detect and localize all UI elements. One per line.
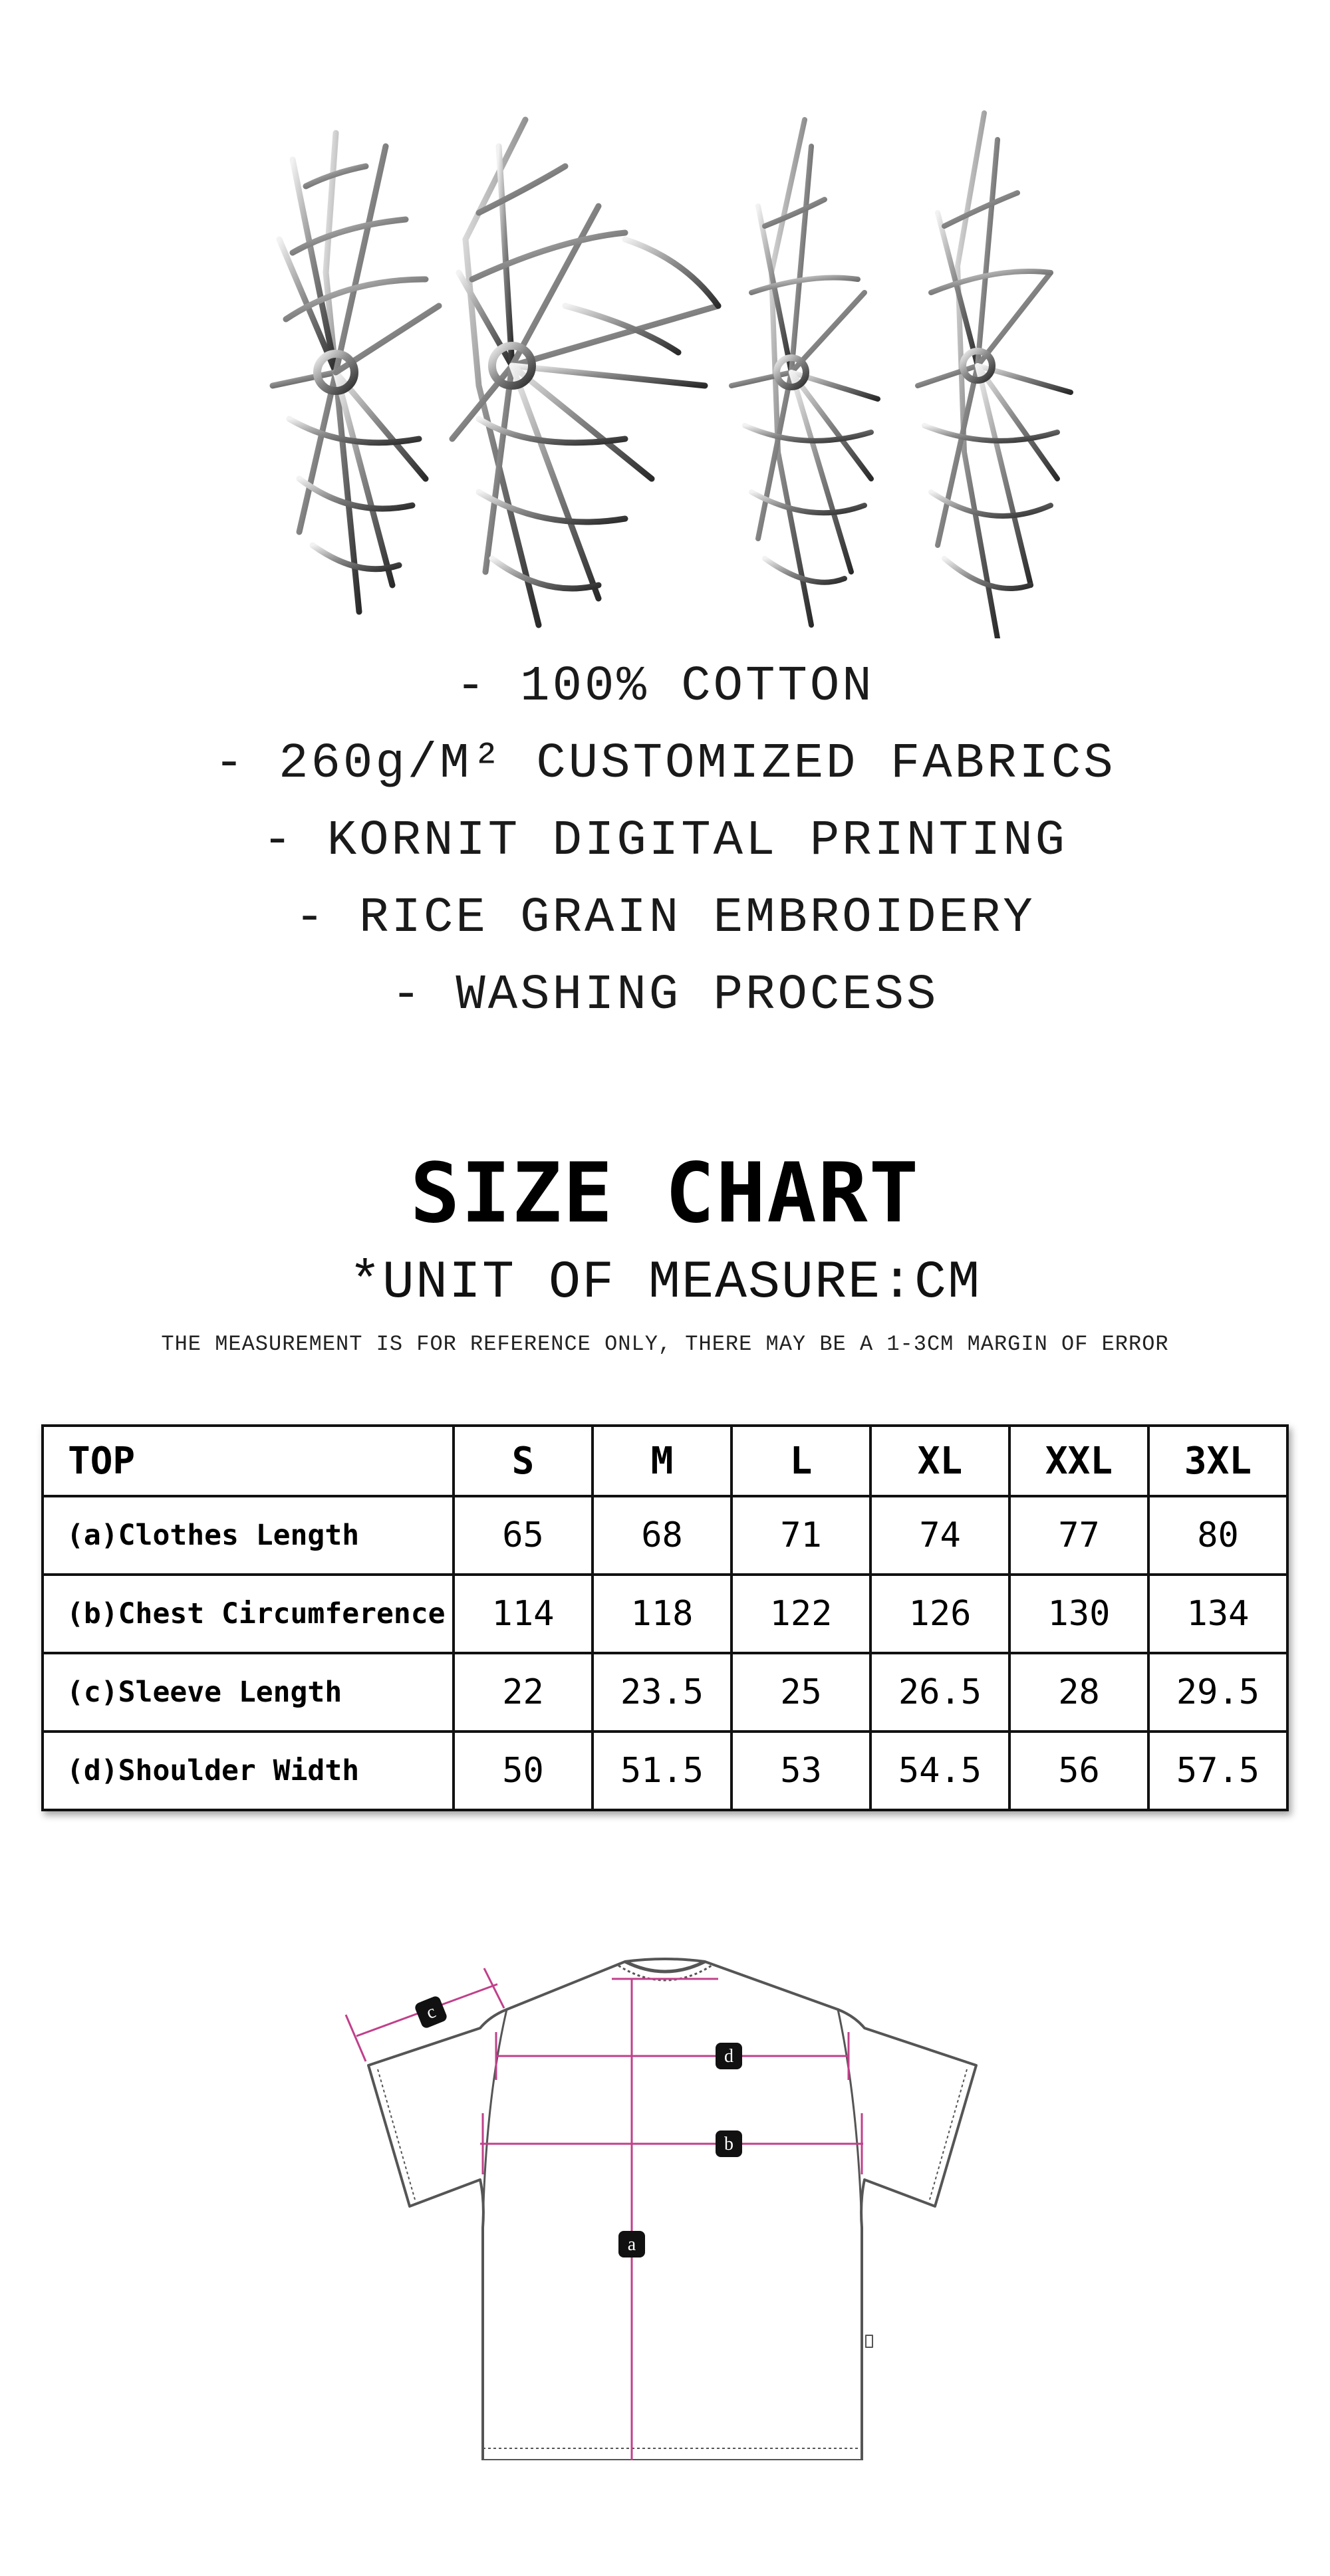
marker-a-label: a xyxy=(627,2234,636,2255)
feature-item: - 100% COTTON xyxy=(456,659,874,715)
table-cell: 65 xyxy=(454,1496,593,1575)
spider-web-artwork xyxy=(253,106,1091,638)
table-cell: 51.5 xyxy=(593,1732,732,1810)
web-panel-3 xyxy=(732,120,878,625)
table-cell: 22 xyxy=(454,1653,593,1732)
tshirt-outline xyxy=(368,1959,976,2460)
header-cell-size: XL xyxy=(870,1426,1009,1496)
table-cell: 114 xyxy=(454,1575,593,1653)
marker-b-label: b xyxy=(724,2134,733,2154)
header-cell-size: XXL xyxy=(1009,1426,1148,1496)
table-cell: 118 xyxy=(593,1575,732,1653)
feature-list xyxy=(0,648,1330,1034)
table-cell: 134 xyxy=(1148,1575,1287,1653)
table-row xyxy=(43,1575,1287,1653)
feature-item: - RICE GRAIN EMBROIDERY xyxy=(295,890,1035,946)
web-panel-4 xyxy=(918,113,1071,638)
marker-c xyxy=(414,1995,448,2029)
header-cell-size: M xyxy=(593,1426,732,1496)
table-cell: 122 xyxy=(732,1575,870,1653)
marker-a xyxy=(618,2231,645,2257)
table-cell: 23.5 xyxy=(593,1653,732,1732)
table-cell: 28 xyxy=(1009,1653,1148,1732)
unit-note: *UNIT OF MEASURE:CM xyxy=(348,1253,982,1313)
table-cell: 126 xyxy=(870,1575,1009,1653)
table-cell: 77 xyxy=(1009,1496,1148,1575)
size-chart-table xyxy=(41,1424,1289,1811)
feature-item: - KORNIT DIGITAL PRINTING xyxy=(262,813,1068,869)
table-cell: 54.5 xyxy=(870,1732,1009,1810)
marker-d-label: d xyxy=(724,2046,733,2067)
margin-note: THE MEASUREMENT IS FOR REFERENCE ONLY, THERE MAY BE A 1-3CM MARGIN OF ERROR xyxy=(161,1332,1169,1356)
web-panel-2 xyxy=(452,120,718,625)
table-cell: 130 xyxy=(1009,1575,1148,1653)
web-panel-1 xyxy=(273,133,439,612)
table-row xyxy=(43,1653,1287,1732)
row-label: (c)Sleeve Length xyxy=(43,1653,454,1732)
marker-d xyxy=(716,2043,742,2069)
measurement-lines xyxy=(346,1968,863,2460)
table-cell: 68 xyxy=(593,1496,732,1575)
feature-item: - WASHING PROCESS xyxy=(391,967,939,1023)
marker-c-label: c xyxy=(423,2001,439,2024)
table-cell: 57.5 xyxy=(1148,1732,1287,1810)
table-cell: 29.5 xyxy=(1148,1653,1287,1732)
table-cell: 74 xyxy=(870,1496,1009,1575)
header-cell-top: TOP xyxy=(43,1426,454,1496)
table-cell: 56 xyxy=(1009,1732,1148,1810)
header-cell-size: S xyxy=(454,1426,593,1496)
table-row xyxy=(43,1732,1287,1810)
table-cell: 53 xyxy=(732,1732,870,1810)
marker-b xyxy=(716,2130,742,2157)
feature-item: - 260g/M² CUSTOMIZED FABRICS xyxy=(214,736,1116,792)
table-cell: 25 xyxy=(732,1653,870,1732)
table-cell: 80 xyxy=(1148,1496,1287,1575)
table-cell: 71 xyxy=(732,1496,870,1575)
tshirt-measurement-diagram xyxy=(332,1915,998,2460)
size-chart-title: SIZE CHART xyxy=(410,1146,920,1241)
row-label: (d)Shoulder Width xyxy=(43,1732,454,1810)
header-cell-size: 3XL xyxy=(1148,1426,1287,1496)
table-cell: 26.5 xyxy=(870,1653,1009,1732)
row-label: (a)Clothes Length xyxy=(43,1496,454,1575)
table-header-row xyxy=(43,1426,1287,1496)
table-cell: 50 xyxy=(454,1732,593,1810)
header-cell-size: L xyxy=(732,1426,870,1496)
table-row xyxy=(43,1496,1287,1575)
row-label: (b)Chest Circumference xyxy=(43,1575,454,1653)
